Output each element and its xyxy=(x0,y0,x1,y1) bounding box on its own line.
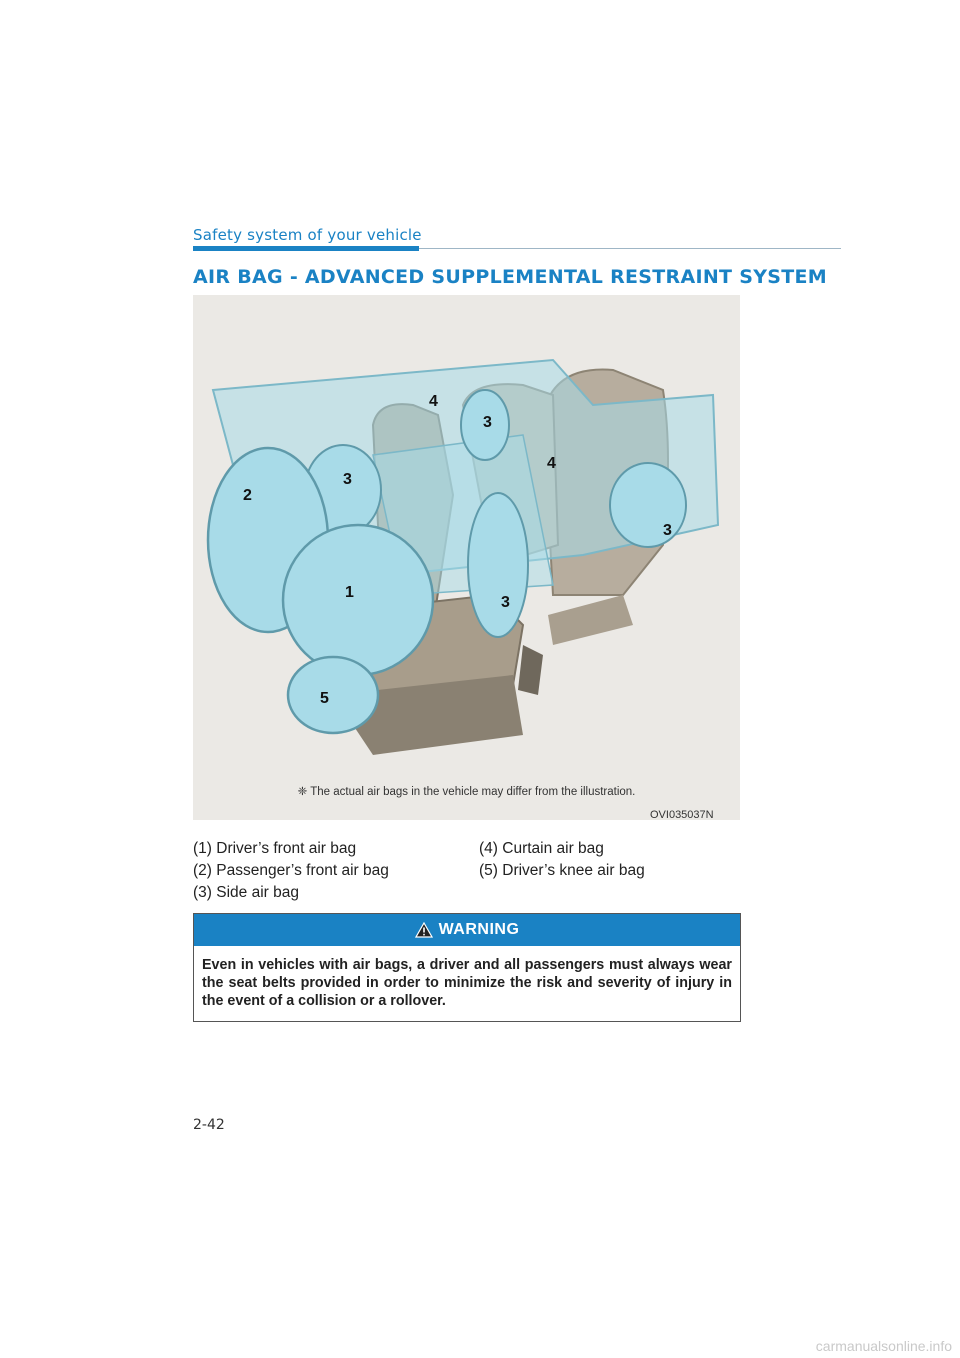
callout-5: 5 xyxy=(320,690,329,707)
callout-4-right: 4 xyxy=(547,455,556,472)
section-header xyxy=(193,226,841,252)
airbag-drawing xyxy=(193,295,740,820)
illustration-note: ❈ The actual air bags in the vehicle may differ from the illustration. xyxy=(297,786,636,798)
warning-box xyxy=(193,913,741,1022)
airbag-illustration xyxy=(193,295,740,820)
section-rule xyxy=(419,248,841,249)
section-title: Safety system of your vehicle xyxy=(193,226,422,244)
legend-item: (3) Side air bag xyxy=(193,884,299,901)
warning-text: Even in vehicles with air bags, a driver and all passengers must always wear the seat belts provided in order to minimize the risk and severity of injury in the event of a collision or a rollover. xyxy=(202,957,732,1009)
legend-item: (2) Passenger’s front air bag xyxy=(193,862,389,879)
page-heading: AIR BAG - ADVANCED SUPPLEMENTAL RESTRAINT SYSTEM xyxy=(193,266,827,288)
callout-3-front: 3 xyxy=(343,471,352,488)
page-number: 2-42 xyxy=(193,1117,225,1133)
callout-2: 2 xyxy=(243,487,252,504)
warning-triangle-icon xyxy=(415,922,433,938)
callout-1: 1 xyxy=(345,584,354,601)
warning-title: WARNING xyxy=(438,921,520,938)
legend-item: (1) Driver’s front air bag xyxy=(193,840,357,857)
callout-4-top: 4 xyxy=(429,393,438,410)
section-bar xyxy=(193,246,419,251)
illustration-code: OVI035037N xyxy=(650,809,714,821)
legend-left-column xyxy=(193,838,389,904)
callout-3-side: 3 xyxy=(663,522,672,539)
legend-item: (4) Curtain air bag xyxy=(479,840,604,857)
legend-right-column xyxy=(479,838,645,882)
callout-3-seat: 3 xyxy=(501,594,510,611)
warning-header xyxy=(194,914,740,946)
watermark: carmanualsonline.info xyxy=(815,1338,952,1354)
legend-item: (5) Driver’s knee air bag xyxy=(479,862,645,879)
callout-3-rear: 3 xyxy=(483,414,492,431)
